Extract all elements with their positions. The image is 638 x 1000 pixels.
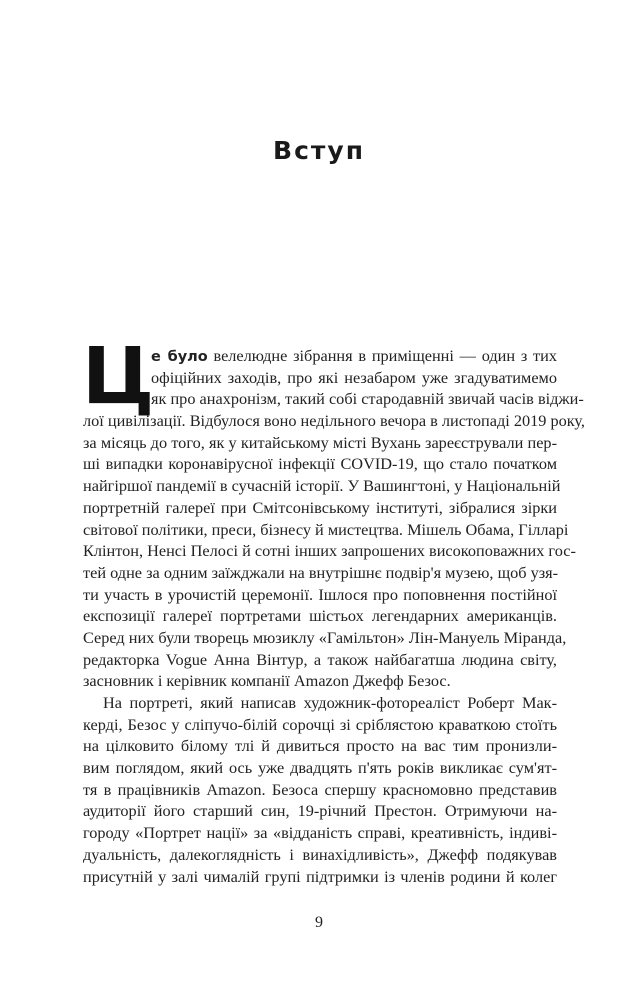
text-line: [83, 432, 557, 454]
text-line: [83, 345, 557, 367]
line-text: засновник і керівник компанії Amazon Джефф Безос.: [83, 671, 451, 691]
line-text: редакторка Vogue Анна Вінтур, а також найбагатша людина світу,: [83, 649, 557, 669]
text-line: [83, 714, 557, 736]
text-line: [83, 388, 584, 410]
line-text: ти участь в урочистій церемонії. Ішлося про поповнення постійної: [83, 584, 557, 604]
line-text: велелюдне зібрання в приміщенні — один з тих: [207, 346, 557, 365]
text-line: [83, 367, 557, 389]
text-line: [83, 779, 557, 801]
text-line: [83, 844, 557, 866]
text-line: [83, 453, 557, 475]
line-text: тей одне за одним заїжджали на внутрішнє подвір'я музею, щоб узя-: [83, 562, 559, 582]
page-number: 9: [315, 914, 323, 931]
text-line: [83, 670, 557, 692]
text-line: [83, 605, 557, 627]
text-line: [83, 410, 586, 432]
text-line: [83, 692, 557, 714]
text-line: [83, 519, 569, 541]
line-text: дуальність, далекоглядність і винахідливість», Джефф подякував: [83, 844, 557, 864]
lead-in-words: е було: [151, 349, 208, 365]
line-text: за місяць до того, як у китайському місті Вухань зареєстрували пер-: [83, 432, 557, 452]
body-text: [82, 332, 586, 887]
text-line: [83, 822, 557, 844]
line-text: на цілковито білому тлі й дивиться просто на вас тим пронизли-: [83, 736, 557, 756]
line-text: аудиторії його старший син, 19-річний Престон. Отримуючи на-: [83, 801, 557, 821]
line-text: світової політики, преси, бізнесу й мистецтва. Мішель Обама, Гілларі: [83, 519, 569, 539]
line-text: найгіршої пандемії в сучасній історії. У Вашингтоні, у Національній: [83, 476, 561, 496]
text-line: [83, 475, 561, 497]
text-line: [83, 800, 557, 822]
text-line: [83, 497, 557, 519]
line-text: присутній у залі чималій групі підтримки із членів родини й колег: [83, 866, 557, 886]
line-text: офіційних заходів, про які незабаром уже згадуватимемо: [151, 367, 557, 387]
line-text: як про анахронізм, такий собі стародавній звичай часів віджи-: [151, 389, 584, 409]
line-text: експозиції галереї портретами шістьох легендарних американців.: [83, 606, 557, 626]
text-line: [83, 866, 557, 888]
text-line: [83, 757, 557, 779]
text-line: [83, 627, 567, 649]
drop-cap: Ц: [82, 332, 155, 422]
text-line: [83, 540, 576, 562]
line-text: портретній галереї при Смітсонівському інституті, зібралися зірки: [83, 497, 557, 517]
line-text: городу «Портрет нації» за «відданість справі, креативність, індиві-: [83, 823, 557, 843]
line-text: Клінтон, Ненсі Пелосі й сотні інших запрошених високоповажних гос-: [83, 541, 576, 561]
text-line: [83, 584, 557, 606]
line-text: лої цивілізації. Відбулося воно недільного вечора в листопаді 2019 року,: [83, 411, 586, 431]
chapter-title: Вступ: [273, 136, 365, 165]
line-text: тя в працівників Amazon. Безоса спершу красномовно представив: [83, 779, 557, 799]
text-line: [83, 562, 557, 584]
line-text: Серед них були творець мюзиклу «Гамільтон» Лін-Мануель Міранда,: [83, 627, 567, 647]
text-line: [83, 735, 557, 757]
line-text: На портреті, який написав художник-фотореаліст Роберт Мак-: [103, 693, 557, 712]
line-text: керді, Безос у сліпучо-білій сорочці зі сріблястою краваткою стоїть: [83, 714, 557, 734]
line-text: ші випадки коронавірусної інфекції COVID-19, що стало початком: [83, 454, 557, 474]
text-line: [83, 649, 557, 671]
line-text: вим поглядом, який ось уже двадцять п'ять років викликає сум'ят-: [83, 758, 557, 778]
